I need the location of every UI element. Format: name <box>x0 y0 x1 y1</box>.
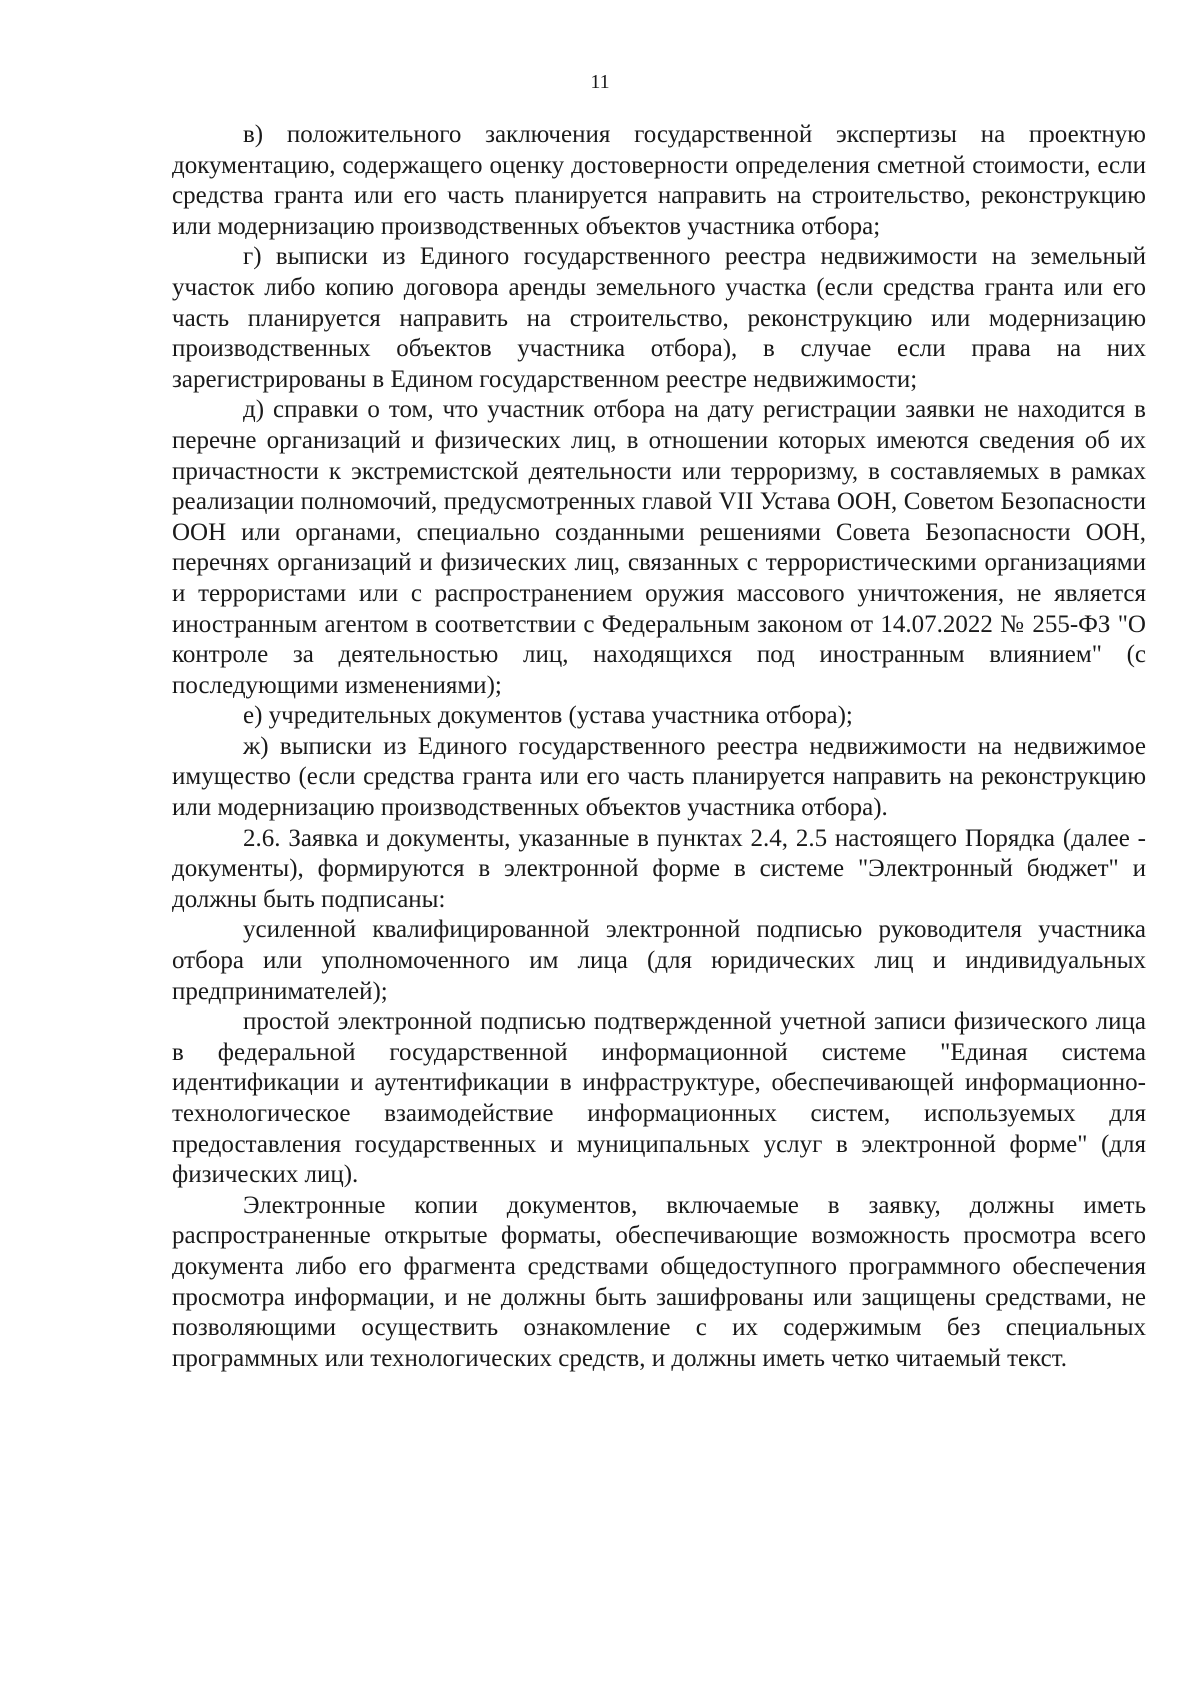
paragraph-section-2-6: 2.6. Заявка и документы, указанные в пунктах 2.4, 2.5 настоящего Порядка (далее - документы), формируются в электронной форме в системе "Электронный бюджет" и должны быть подписаны: <box>172 824 1146 913</box>
paragraph-item-v: в) положительного заключения государственной экспертизы на проектную документацию, содержащего оценку достоверности определения сметной стоимости, если средства гранта или его часть планируется направить на строительство, реконструкцию или модернизацию производственных объектов участника отбора; <box>172 121 1146 240</box>
paragraph-simple-signature: простой электронной подписью подтвержденной учетной записи физического лица в федеральной государственной информационной системе "Единая система идентификации и аутентификации в инфраструктуре, обеспечивающей информационно-технологическое взаимодействие информационных систем, используемых для предоставления государственных и муниципальных услуг в электронной форме" (для физических лиц). <box>172 1008 1146 1189</box>
paragraph-electronic-copies: Электронные копии документов, включаемые в заявку, должны иметь распространенные открытые форматы, обеспечивающие возможность просмотра всего документа либо его фрагмента средствами общедоступного программного обеспечения просмотра информации, и не должны быть зашифрованы или защищены средствами, не позволяющими осуществить ознакомление с их содержимым без специальных программных или технологических средств, и должны иметь четко читаемый текст. <box>172 1191 1146 1372</box>
paragraph-item-zh: ж) выписки из Единого государственного реестра недвижимости на недвижимое имущество (если средства гранта или его часть планируется направить на реконструкцию или модернизацию производственных объектов участника отбора). <box>172 732 1146 822</box>
paragraph-item-e: е) учредительных документов (устава участника отбора); <box>243 702 853 730</box>
paragraph-item-g: г) выписки из Единого государственного реестра недвижимости на земельный участок либо копию договора аренды земельного участка (если средства гранта или его часть планируется направить на строительство, реконструкцию или модернизацию производственных объектов участника отбора), в случае если права на них зарегистрированы в Едином государственном реестре недвижимости; <box>172 243 1146 393</box>
paragraph-item-d: д) справки о том, что участник отбора на дату регистрации заявки не находится в перечне организаций и физических лиц, в отношении которых имеются сведения об их причастности к экстремистской деятельности или терроризму, в составляемых в рамках реализации полномочий, предусмотренных главой VII Устава ООН, Советом Безопасности ООН или органами, специально созданными решениями Совета Безопасности ООН, перечнях организаций и физических лиц, связанных с террористическими организациями и террористами или с распространением оружия массового уничтожения, не является иностранным агентом в соответствии с Федеральным законом от 14.07.2022 № 255-ФЗ "О контроле за деятельностью лиц, находящихся под иностранным влиянием" (с последующими изменениями); <box>172 396 1146 699</box>
paragraph-qualified-signature: усиленной квалифицированной электронной подписью руководителя участника отбора или уполномоченного им лица (для юридических лиц и индивидуальных предпринимателей); <box>172 916 1146 1005</box>
document-body <box>172 120 1146 1374</box>
page-number: 11 <box>590 71 610 93</box>
